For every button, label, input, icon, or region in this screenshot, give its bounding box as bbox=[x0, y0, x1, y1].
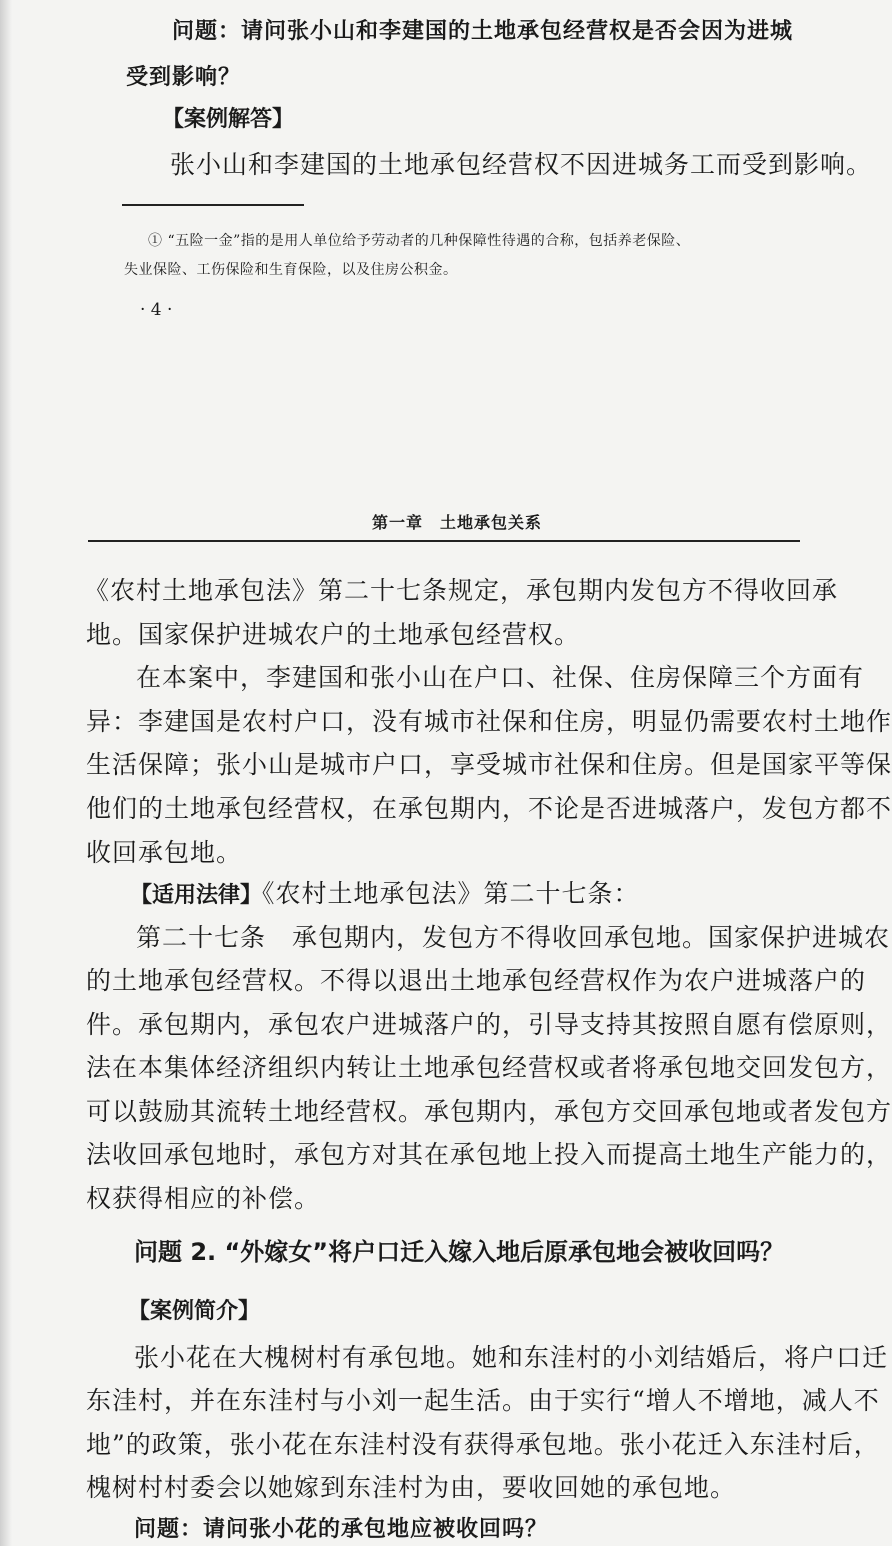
law-line-5: 可以鼓励其流转土地经营权。承包期内，承包方交回承包地或者发包方 bbox=[86, 1096, 892, 1126]
footnote-line-1: ① “五险一金”指的是用人单位给予劳动者的几种保障性待遇的合称，包括养老保险、 bbox=[148, 233, 691, 249]
page-shadow bbox=[0, 0, 12, 1546]
body-line-1: 《农村土地承包法》第二十七条规定，承包期内发包方不得收回承 bbox=[84, 576, 839, 606]
law-reference: 《农村土地承包法》第二十七条： bbox=[262, 879, 640, 909]
question-2-title: 问题 2. “外嫁女”将户口迁入嫁入地后原承包地会被收回吗？ bbox=[134, 1237, 785, 1266]
law-line-2: 的土地承包经营权。不得以退出土地承包经营权作为农户进城落户的 bbox=[86, 966, 867, 996]
body-line-5: 生活保障；张小山是城市户口，享受城市社保和住房。但是国家平等保 bbox=[86, 750, 892, 780]
case-heading: 【案例简介】 bbox=[128, 1299, 261, 1325]
law-line-1: 第二十七条 承包期内，发包方不得收回承包地。国家保护进城农 bbox=[136, 922, 891, 952]
question-text: 请问张小山和李建国的土地承包经营权是否会因为进城 bbox=[241, 18, 794, 44]
body-line-6: 他们的土地承包经营权，在承包期内，不论是否进城落户，发包方都不 bbox=[86, 794, 892, 823]
law-line-6: 法收回承包地时，承包方对其在承包地上投入而提高土地生产能力的， bbox=[86, 1140, 892, 1170]
question-text-bottom: 请问张小花的承包地应被收回吗？ bbox=[203, 1516, 549, 1542]
footnote-rule bbox=[122, 204, 304, 206]
body-line-3: 在本案中，李建国和张小山在户口、社保、住房保障三个方面有 bbox=[136, 663, 865, 693]
footnote-line-2: 失业保险、工伤保险和生育保险，以及住房公积金。 bbox=[124, 262, 458, 278]
body-line-7: 收回承包地。 bbox=[86, 837, 243, 867]
header-rule bbox=[88, 540, 800, 542]
answer-heading: 【案例解答】 bbox=[162, 107, 295, 132]
law-line-4: 法在本集体经济组织内转让土地承包经营权或者将承包地交回发包方， bbox=[86, 1053, 892, 1083]
question-line-1 bbox=[172, 14, 793, 45]
law-line-7: 权获得相应的补偿。 bbox=[86, 1183, 321, 1213]
case-line-1: 张小花在大槐树村有承包地。她和东洼村的小刘结婚后，将户口迁 bbox=[134, 1342, 889, 1372]
law-label: 【适用法律】 bbox=[130, 883, 263, 909]
case-line-2: 东洼村，并在东洼村与小刘一起生活。由于实行“增人不增地，减人不 bbox=[86, 1386, 880, 1416]
law-line bbox=[130, 874, 640, 910]
question-label-bottom: 问题： bbox=[134, 1516, 204, 1542]
case-line-3: 地”的政策，张小花在东洼村没有获得承包地。张小花迁入东洼村后， bbox=[86, 1429, 880, 1459]
question-label: 问题： bbox=[172, 18, 242, 44]
case-line-4: 槐树村村委会以她嫁到东洼村为由，要收回她的承包地。 bbox=[86, 1473, 737, 1503]
body-line-4: 异：李建国是农村户口，没有城市社保和住房，明显仍需要农村土地作 bbox=[86, 706, 892, 736]
question-line-bottom bbox=[134, 1512, 548, 1543]
body-line-2: 地。国家保护进城农户的土地承包经营权。 bbox=[86, 619, 581, 649]
chapter-header: 第一章 土地承包关系 bbox=[372, 513, 543, 532]
question-line-2: 受到影响？ bbox=[126, 64, 242, 90]
answer-text: 张小山和李建国的土地承包经营权不因进城务工而受到影响。 bbox=[170, 150, 873, 179]
law-line-3: 件。承包期内，承包农户进城落户的，引导支持其按照自愿有偿原则， bbox=[86, 1009, 892, 1039]
page-number: · 4 · bbox=[140, 300, 173, 320]
